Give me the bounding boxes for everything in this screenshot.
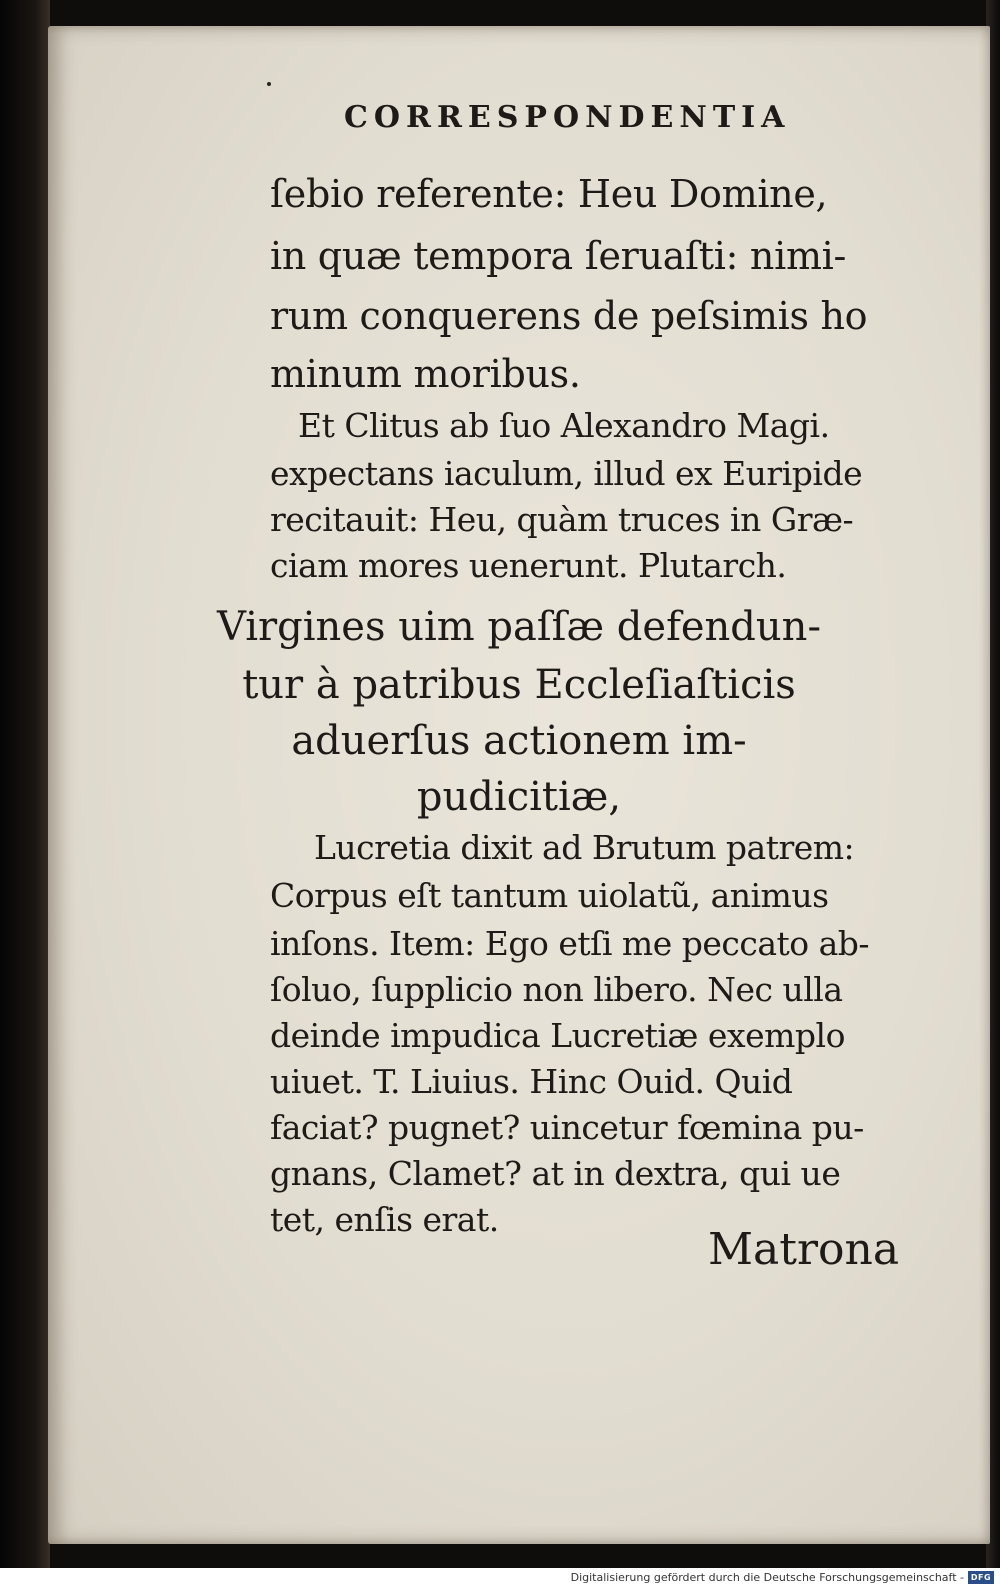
- text-line: in quæ tempora ſeruaſti: nimi-: [270, 234, 847, 278]
- text-line: faciat? pugnet? uincetur fœmina pu-: [270, 1108, 864, 1147]
- text-line: minum moribus.: [270, 352, 581, 396]
- section-heading-line: tur à patribus Eccleſiaſticis: [242, 662, 796, 708]
- running-head: CORRESPONDENTIA: [344, 100, 791, 135]
- text-line: Lucretia dixit ad Brutum patrem:: [314, 828, 855, 867]
- book-page: [48, 26, 990, 1544]
- text-line: ciam mores uenerunt. Plutarch.: [270, 546, 787, 585]
- text-line: Corpus eſt tantum uiolatũ, animus: [270, 876, 829, 915]
- text-line: expectans iaculum, illud ex Euripide: [270, 454, 863, 493]
- footer-bar: [0, 1568, 1000, 1588]
- text-line: uiuet. T. Liuius. Hinc Ouid. Quid: [270, 1062, 793, 1101]
- text-line: recitauit: Heu, quàm truces in Græ-: [270, 500, 854, 539]
- section-heading-line: aduerſus actionem im-: [291, 718, 747, 764]
- book-spine: [0, 0, 50, 1568]
- catchword: Matrona: [708, 1224, 900, 1275]
- text-line: inſons. Item: Ego etſi me peccato ab-: [270, 924, 870, 963]
- text-line: rum conquerens de peſsimis ho: [270, 294, 868, 338]
- footer-credit: Digitalisierung gefördert durch die Deutsche Forschungsgemeinschaft -: [570, 1571, 964, 1584]
- text-line: tet, enſis erat.: [270, 1200, 499, 1239]
- ink-spot: [267, 82, 271, 86]
- section-heading-line: Virgines uim paſſæ defendun-: [217, 604, 821, 650]
- text-line: gnans, Clamet? at in dextra, qui ue: [270, 1154, 841, 1193]
- section-heading-line: pudicitiæ,: [416, 774, 622, 820]
- text-line: Et Clitus ab ſuo Alexandro Magi.: [298, 406, 830, 445]
- dfg-logo-icon: DFG: [968, 1571, 994, 1584]
- text-line: ſoluo, ſupplicio non libero. Nec ulla: [270, 970, 843, 1009]
- text-line: ſebio referente: Heu Domine,: [270, 172, 828, 216]
- text-line: deinde impudica Lucretiæ exemplo: [270, 1016, 845, 1055]
